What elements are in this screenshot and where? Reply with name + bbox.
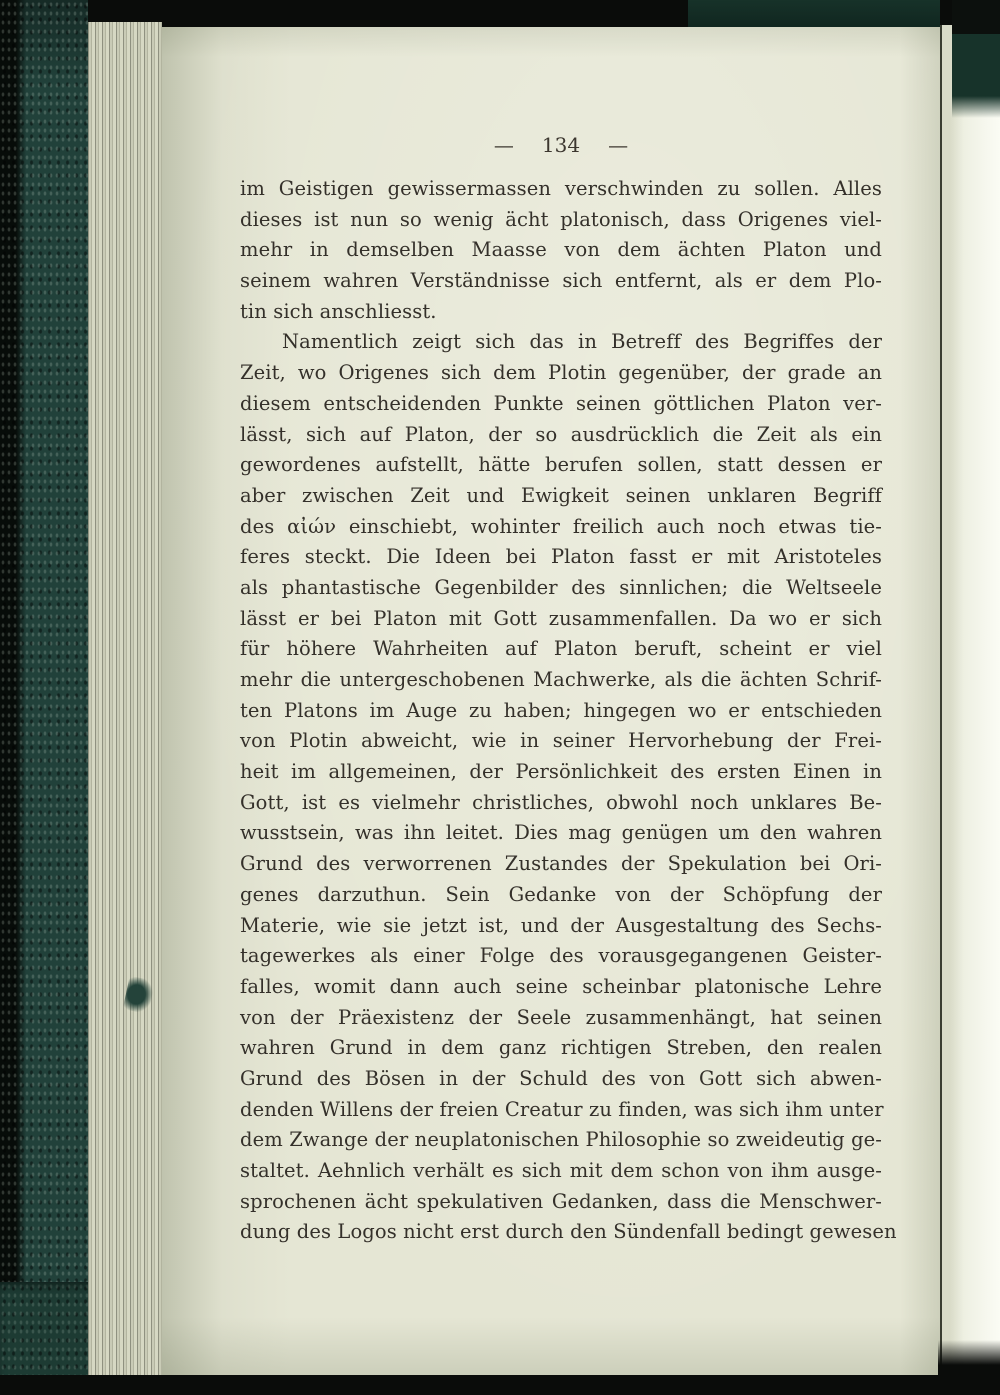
text-line: als phantastische Gegenbilder des sinnlichen; die Weltseele xyxy=(240,575,882,599)
text-line: mehr die untergeschobenen Machwerke, als die ächten Schrif- xyxy=(240,668,882,691)
text-line: gewordenes aufstellt, hätte berufen sollen, statt dessen er xyxy=(240,453,882,477)
text-line: dem Zwange der neuplatonischen Philosophie so zweideutig ge- xyxy=(240,1128,882,1152)
text-line: von der Präexistenz der Seele zusammenhängt, hat seinen xyxy=(240,1005,882,1029)
text-line: diesem entscheidenden Punkte seinen göttlichen Platon ver- xyxy=(240,391,882,415)
text-line: Zeit, wo Origenes sich dem Plotin gegenüber, der grade an xyxy=(240,361,882,385)
stacked-page-edges xyxy=(88,22,162,1390)
text-line: lässt er bei Platon mit Gott zusammenfallen. Da wo er sich xyxy=(240,606,882,630)
text-line: Grund des Bösen in der Schuld des von Gott sich abwen- xyxy=(240,1066,882,1090)
text-line: feres steckt. Die Ideen bei Platon fasst er mit Aristoteles xyxy=(240,545,882,569)
text-line: wahren Grund in dem ganz richtigen Streben, den realen xyxy=(240,1036,882,1060)
text-line: Namentlich zeigt sich das in Betreff des Begriffes der xyxy=(282,330,882,354)
text-line: staltet. Aehnlich verhält es sich mit dem schon von ihm ausge- xyxy=(240,1159,882,1182)
text-line: für höhere Wahrheiten auf Platon beruft, scheint er viel xyxy=(240,637,882,661)
text-line: seinem wahren Verständnisse sich entfernt, als er dem Plo- xyxy=(240,269,882,293)
text-line: tagewerkes als einer Folge des vorausgegangenen Geister- xyxy=(240,944,882,968)
book-page xyxy=(162,27,940,1379)
text-line: dieses ist nun so wenig ächt platonisch, dass Origenes viel- xyxy=(240,207,882,231)
text-line: ten Platons im Auge zu haben; hingegen wo er entschieden xyxy=(240,698,882,722)
text-line: heit im allgemeinen, der Persönlichkeit des ersten Einen in xyxy=(240,760,882,784)
text-line: mehr in demselben Maasse von dem ächten Platon und xyxy=(240,238,882,262)
page-header xyxy=(240,132,882,158)
text-line: dung des Logos nicht erst durch den Sündenfall bedingt gewesen xyxy=(240,1220,897,1244)
book-binding-cloth xyxy=(0,0,88,1395)
text-line: tin sich anschliesst. xyxy=(240,299,437,323)
text-line: des αἰών einschiebt, wohinter freilich auch noch etwas tie- xyxy=(240,514,882,538)
text-line: falles, womit dann auch seine scheinbar platonische Lehre xyxy=(240,974,882,998)
adjacent-page-edge xyxy=(940,25,1000,1377)
text-line: lässt, sich auf Platon, der so ausdrücklich die Zeit als ein xyxy=(240,422,882,446)
header-dash-right: — xyxy=(608,133,629,157)
text-line: im Geistigen gewissermassen verschwinden zu sollen. Alles xyxy=(240,177,882,200)
header-dash-left: — xyxy=(493,133,514,157)
text-line: genes darzuthun. Sein Gedanke von der Schöpfung der xyxy=(240,882,882,906)
text-block xyxy=(240,174,897,1248)
scan-background-bottom xyxy=(0,1375,1000,1395)
text-line: aber zwischen Zeit und Ewigkeit seinen unklaren Begriff xyxy=(240,483,882,507)
text-line: Grund des verworrenen Zustandes der Spekulation bei Ori- xyxy=(240,852,882,876)
text-line: denden Willens der freien Creatur zu finden, was sich ihm unter xyxy=(240,1097,884,1121)
text-line: sprochenen ächt spekulativen Gedanken, dass die Menschwer- xyxy=(240,1189,882,1213)
page-number: 134 xyxy=(541,133,581,157)
cover-corner-top-right xyxy=(952,0,1000,120)
text-line: von Plotin abweicht, wie in seiner Hervorhebung der Frei- xyxy=(240,729,882,753)
text-line: wusstsein, was ihn leitet. Dies mag genügen um den wahren xyxy=(240,821,882,845)
text-line: Materie, wie sie jetzt ist, und der Ausgestaltung des Sechs- xyxy=(240,913,882,937)
text-line: Gott, ist es vielmehr christliches, obwohl noch unklares Be- xyxy=(240,790,882,814)
